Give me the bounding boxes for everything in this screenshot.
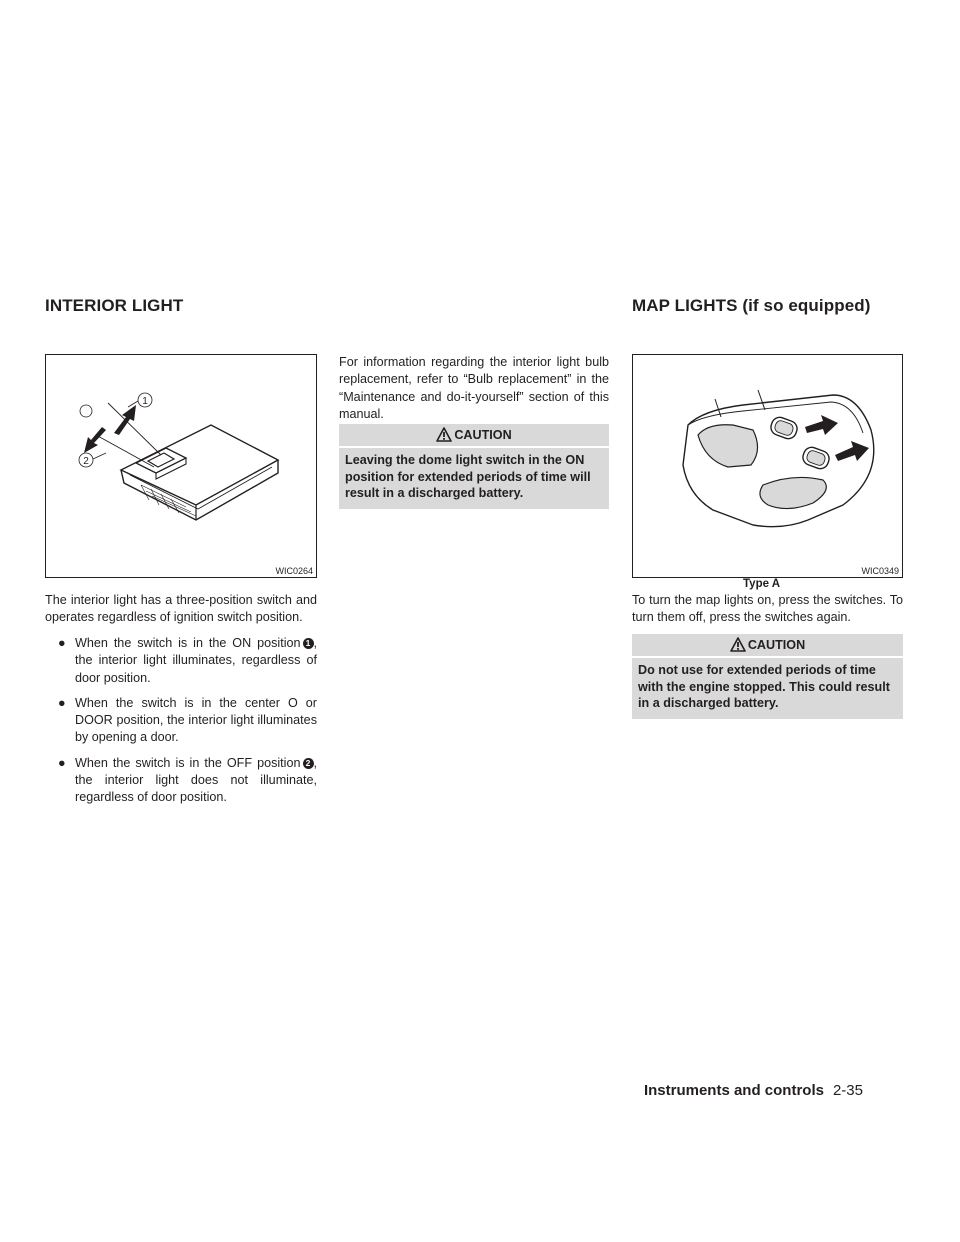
bullet-dot: ●: [58, 755, 66, 770]
bullet-text: When the switch is in the ON position: [75, 636, 301, 650]
warning-icon: [730, 637, 746, 652]
map-lights-title: MAP LIGHTS (if so equipped): [632, 296, 871, 315]
figure-caption: Type A: [743, 578, 781, 590]
caution-label: CAUTION: [454, 428, 512, 442]
caution-text: Do not use for extended periods of time with the engine stopped. This could result in a discharged battery.: [638, 663, 890, 710]
list-item: [45, 635, 317, 687]
bullet-dot: ●: [58, 636, 66, 650]
interior-light-bullets: [45, 635, 317, 815]
interior-light-figure: [45, 354, 317, 578]
caution-box-map-lights: [632, 634, 903, 719]
caution-header: [632, 634, 903, 658]
bullet-text: , the interior light does not illuminate, regardless of door position.: [75, 755, 317, 805]
page-footer: [644, 1082, 863, 1099]
map-lights-instructions: To turn the map lights on, press the switches. To turn them off, press the switches again.: [632, 593, 903, 625]
circled-number: 1: [303, 638, 314, 649]
page-number: 2-35: [832, 1082, 863, 1099]
interior-light-intro: The interior light has a three-position switch and operates regardless of ignition switch position.: [45, 593, 317, 625]
list-item: [45, 695, 317, 747]
bulb-replacement-reference: For information regarding the interior light bulb replacement, refer to “Bulb replacement” in the “Maintenance and do-it-yourself” section of this manual.: [339, 355, 609, 421]
footer-section-name: Instruments and controls: [643, 1082, 824, 1099]
figure-code: WIC0349: [861, 566, 899, 576]
bullet-text: , the interior light illuminates, regardless of door position.: [75, 636, 317, 685]
list-item: [45, 755, 317, 807]
caution-header: [339, 424, 609, 448]
caution-label: CAUTION: [747, 638, 806, 652]
bullet-text: When the switch is in the OFF position: [75, 755, 301, 770]
map-lights-illustration: [633, 355, 902, 577]
caution-text: Leaving the dome light switch in the ON position for extended periods of time will result in a discharged battery.: [345, 453, 591, 500]
figure-label-1: 1: [142, 396, 148, 407]
figure-label-2: 2: [83, 456, 89, 467]
interior-light-title: INTERIOR LIGHT: [45, 296, 184, 315]
bullet-text: When the switch is in the center O or DOOR position, the interior light illuminates by opening a door.: [75, 695, 317, 745]
map-lights-figure: [632, 354, 903, 578]
warning-icon: [436, 427, 452, 442]
figure-code: WIC0264: [275, 566, 313, 576]
bullet-dot: ●: [58, 695, 66, 710]
interior-light-illustration: [46, 355, 316, 577]
circled-number: 2: [303, 758, 314, 769]
caution-box-dome-light: [339, 424, 609, 509]
